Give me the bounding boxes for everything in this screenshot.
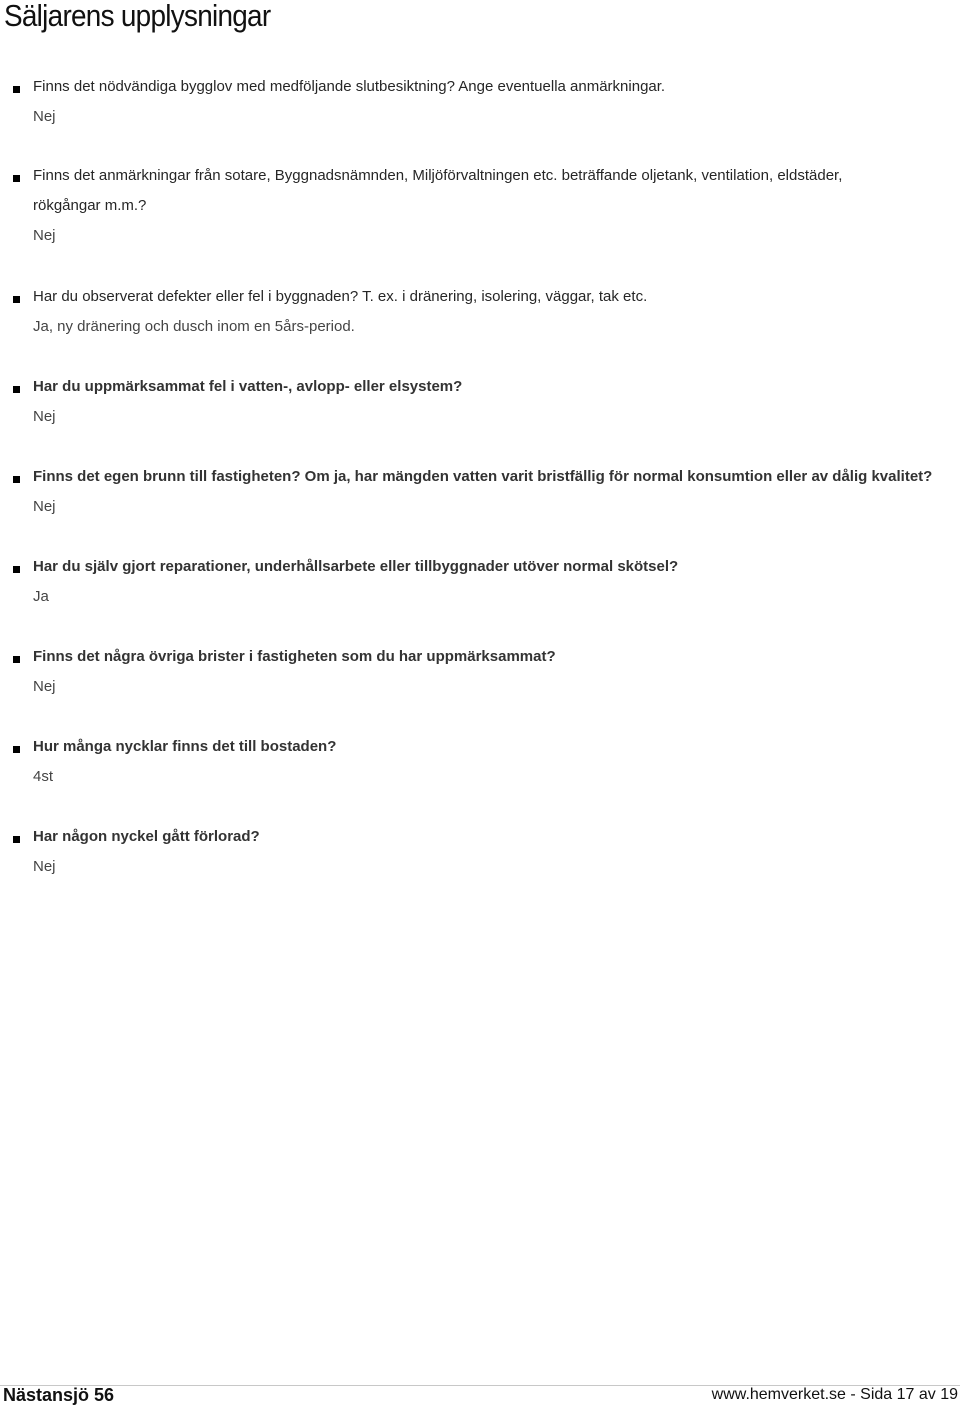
square-bullet-icon xyxy=(13,836,20,843)
page-title: Säljarens upplysningar xyxy=(4,0,271,33)
question-text: Finns det anmärkningar från sotare, Byggnadsnämnden, Miljöförvaltningen etc. beträffande oljetank, ventilation, eldstäder, xyxy=(33,167,843,184)
question-text: Har du uppmärksammat fel i vatten-, avlopp- eller elsystem? xyxy=(33,378,463,395)
square-bullet-icon xyxy=(13,746,20,753)
answer-text: Nej xyxy=(33,498,56,515)
footer-address: Nästansjö 56 xyxy=(3,1385,115,1405)
square-bullet-icon xyxy=(13,175,20,182)
square-bullet-icon xyxy=(13,386,20,393)
square-bullet-icon xyxy=(13,656,20,663)
question-text: Har du observerat defekter eller fel i byggnaden? T. ex. i dränering, isolering, väggar, tak etc. xyxy=(33,288,648,305)
question-text: Hur många nycklar finns det till bostaden? xyxy=(33,738,337,755)
answer-text: Nej xyxy=(33,678,56,695)
answer-text: Ja xyxy=(33,588,49,605)
answer-text: Ja, ny dränering och dusch inom en 5års-period. xyxy=(33,318,355,335)
answer-text: Nej xyxy=(33,227,56,244)
footer-page-info: www.hemverket.se - Sida 17 av 19 xyxy=(711,1386,958,1403)
square-bullet-icon xyxy=(13,566,20,573)
question-text: Finns det egen brunn till fastigheten? Om ja, har mängden vatten varit bristfällig för normal konsumtion eller av dålig kvalitet? xyxy=(33,468,933,485)
square-bullet-icon xyxy=(13,476,20,483)
answer-text: 4st xyxy=(33,768,54,785)
square-bullet-icon xyxy=(13,296,20,303)
question-text: Finns det några övriga brister i fastigheten som du har uppmärksammat? xyxy=(33,648,556,665)
square-bullet-icon xyxy=(13,86,20,93)
answer-text: Nej xyxy=(33,858,56,875)
question-text: rökgångar m.m.? xyxy=(33,197,147,214)
question-text: Har du själv gjort reparationer, underhållsarbete eller tillbyggnader utöver normal skötsel? xyxy=(33,558,679,575)
question-text: Har någon nyckel gått förlorad? xyxy=(33,828,260,845)
answer-text: Nej xyxy=(33,408,56,425)
answer-text: Nej xyxy=(33,108,56,125)
question-text: Finns det nödvändiga bygglov med medföljande slutbesiktning? Ange eventuella anmärkningar. xyxy=(33,78,666,95)
